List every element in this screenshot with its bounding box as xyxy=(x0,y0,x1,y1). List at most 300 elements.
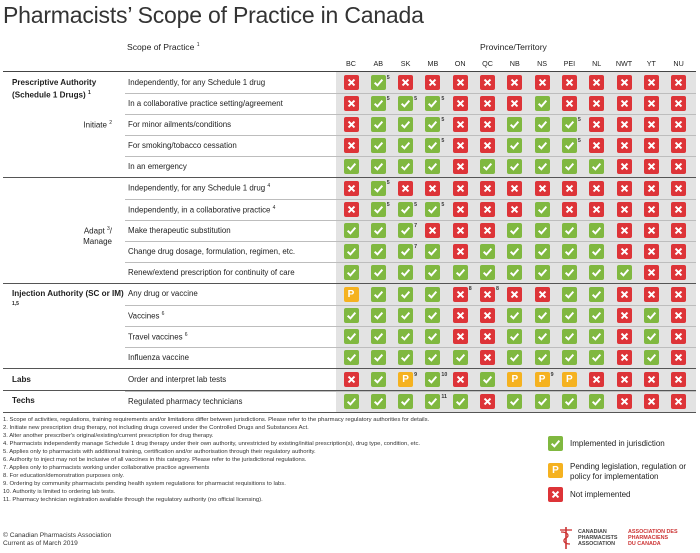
row-label xyxy=(128,226,231,235)
status-cell-implemented-pei xyxy=(562,287,577,302)
category-injection-label: Injection Authority (SC or IM) xyxy=(12,289,124,298)
divider-bottom xyxy=(3,412,696,413)
row-label xyxy=(128,397,242,406)
footnote-8: 8. For education/demonstration purposes only. xyxy=(3,472,125,479)
status-cell-not-implemented-nb xyxy=(507,75,522,90)
status-cell-implemented-sk xyxy=(398,159,413,174)
status-cell-implemented-pei xyxy=(562,329,577,344)
status-cell-pending-sk xyxy=(398,372,413,387)
row-label xyxy=(128,332,188,342)
status-cell-implemented-sk xyxy=(398,138,413,153)
status-cell-not-implemented-on xyxy=(453,329,468,344)
status-cell-not-implemented-nwt xyxy=(617,223,632,238)
status-cell-implemented-bc xyxy=(344,265,359,280)
status-cell-implemented-ns xyxy=(535,350,550,365)
status-cell-implemented-ab xyxy=(371,372,386,387)
status-cell-not-implemented-nl xyxy=(589,138,604,153)
category-prescriptive-label: Prescriptive Authority (Schedule 1 Drugs) xyxy=(12,78,97,100)
status-cell-implemented-sk xyxy=(398,223,413,238)
status-cell-implemented-nb xyxy=(507,394,522,409)
status-cell-not-implemented-qc xyxy=(480,181,495,196)
status-cell-pending-ns xyxy=(535,372,550,387)
logo-en-line2: PHARMACISTS xyxy=(578,535,618,541)
footer xyxy=(3,532,111,548)
row-label-text: Renew/extend prescription for continuity of care xyxy=(128,267,295,277)
footnote-5: 5. Applies only to pharmacists with additional training, certification and/or authorisation through their regulatory authority. xyxy=(3,448,316,455)
status-cell-implemented-mb xyxy=(425,265,440,280)
logo-fr-line2: PHARMACIENS xyxy=(628,535,669,541)
scope-header-note: 1 xyxy=(196,42,200,49)
status-cell-implemented-mb xyxy=(425,287,440,302)
initiate-label: Initiate xyxy=(83,120,107,130)
divider-section-1 xyxy=(3,283,696,284)
status-cell-implemented-qc xyxy=(480,372,495,387)
status-cell-implemented-ab xyxy=(371,202,386,217)
status-cell-not-implemented-on xyxy=(453,308,468,323)
status-cell-implemented-sk xyxy=(398,202,413,217)
footnote-marker: 5 xyxy=(386,95,390,102)
status-cell-implemented-sk xyxy=(398,265,413,280)
status-cell-implemented-nl xyxy=(589,350,604,365)
status-cell-implemented-ns xyxy=(535,394,550,409)
footnote-marker: 5 xyxy=(386,180,390,186)
status-cell-not-implemented-sk xyxy=(398,181,413,196)
status-cell-implemented-nl xyxy=(589,223,604,238)
adapt-note: 3 xyxy=(106,226,110,232)
status-cell-implemented-ns xyxy=(535,202,550,217)
footnote-marker: 9 xyxy=(414,371,418,378)
caduceus-icon xyxy=(556,526,576,550)
status-cell-implemented-mb xyxy=(425,96,440,111)
row-label xyxy=(128,268,295,277)
scope-of-practice-header xyxy=(127,42,200,52)
footnote-3: 3. Alter another prescriber's original/existing/current prescription for drug therapy. xyxy=(3,432,214,439)
legend-pending-symbol: P xyxy=(552,465,559,476)
status-cell-not-implemented-pei xyxy=(562,96,577,111)
legend-implemented-text: Implemented in jurisdiction xyxy=(570,439,665,448)
status-cell-implemented-pei xyxy=(562,350,577,365)
footnote-marker: 5 xyxy=(577,116,581,123)
status-cell-not-implemented-nu xyxy=(671,181,686,196)
status-cell-not-implemented-qc xyxy=(480,96,495,111)
status-cell-not-implemented-bc xyxy=(344,202,359,217)
status-cell-implemented-nl xyxy=(589,329,604,344)
divider-row-8 xyxy=(125,241,696,242)
footnote-marker: 5 xyxy=(414,95,418,102)
status-cell-not-implemented-nl xyxy=(589,75,604,90)
divider-row-6 xyxy=(125,199,696,200)
status-cell-implemented-ns xyxy=(535,244,550,259)
status-cell-not-implemented-nl xyxy=(589,117,604,132)
status-cell-not-implemented-nu xyxy=(671,265,686,280)
status-cell-not-implemented-qc xyxy=(480,202,495,217)
status-cell-not-implemented-nwt xyxy=(617,159,632,174)
status-cell-not-implemented-nwt xyxy=(617,329,632,344)
status-cell-not-implemented-on xyxy=(453,181,468,196)
row-label-note: 6 xyxy=(161,310,165,317)
status-cell-not-implemented-nwt xyxy=(617,96,632,111)
status-cell-pending-nb xyxy=(507,372,522,387)
status-cell-not-implemented-qc xyxy=(480,138,495,153)
status-cell-not-implemented-nu xyxy=(671,287,686,302)
row-label-text: Independently, for any Schedule 1 drug xyxy=(128,77,266,87)
legend-pending-text: Pending legislation, regulation or policy for implementation xyxy=(570,462,687,481)
status-cell-not-implemented-on xyxy=(453,117,468,132)
logo-english xyxy=(578,529,618,547)
jurisdiction-nb: NB xyxy=(509,59,520,68)
status-cell-implemented-mb xyxy=(425,350,440,365)
status-cell-implemented-ab xyxy=(371,138,386,153)
status-cell-not-implemented-on xyxy=(453,75,468,90)
divider-row-11 xyxy=(125,305,696,306)
row-label xyxy=(128,99,283,108)
legend-pending-icon xyxy=(548,463,563,478)
status-cell-implemented-nl xyxy=(589,159,604,174)
status-cell-not-implemented-nwt xyxy=(617,394,632,409)
legend-cross-icon xyxy=(548,487,563,502)
row-label-text: Any drug or vaccine xyxy=(128,289,198,298)
status-cell-implemented-ab xyxy=(371,265,386,280)
status-cell-not-implemented-qc xyxy=(480,75,495,90)
status-cell-implemented-nb xyxy=(507,350,522,365)
status-cell-not-implemented-yt xyxy=(644,75,659,90)
footnote-11: 11. Pharmacy technician registration available through the regulatory authority (no official licensing). xyxy=(3,496,263,503)
status-cell-not-implemented-bc xyxy=(344,96,359,111)
divider-row-7 xyxy=(125,220,696,221)
status-cell-not-implemented-nwt xyxy=(617,117,632,132)
footnote-4: 4. Pharmacists independently manage Schedule 1 drug therapy under their own authority, unrestricted by existing/initial prescription(s), drug type, condition, etc. xyxy=(3,440,421,447)
status-cell-implemented-mb xyxy=(425,138,440,153)
divider-row-2 xyxy=(125,114,696,115)
status-cell-implemented-nb xyxy=(507,159,522,174)
manage-label: / Manage xyxy=(83,226,112,246)
status-cell-implemented-sk xyxy=(398,244,413,259)
status-cell-implemented-ab xyxy=(371,159,386,174)
status-cell-implemented-yt xyxy=(644,350,659,365)
status-cell-not-implemented-nu xyxy=(671,75,686,90)
status-cell-not-implemented-nwt xyxy=(617,181,632,196)
status-cell-implemented-ab xyxy=(371,117,386,132)
divider-row-4 xyxy=(125,156,696,157)
status-cell-not-implemented-nl xyxy=(589,202,604,217)
status-cell-implemented-qc xyxy=(480,265,495,280)
status-cell-not-implemented-yt xyxy=(644,202,659,217)
row-label-note: 4 xyxy=(267,183,271,189)
row-label-text: Travel vaccines xyxy=(128,332,183,342)
footnote-marker: 5 xyxy=(441,116,445,123)
status-cell-not-implemented-nwt xyxy=(617,308,632,323)
jurisdiction-nl: NL xyxy=(592,59,602,68)
pending-symbol: P xyxy=(538,374,546,385)
status-cell-implemented-pei xyxy=(562,223,577,238)
status-cell-not-implemented-mb xyxy=(425,223,440,238)
status-cell-implemented-mb xyxy=(425,202,440,217)
footnote-marker: 5 xyxy=(577,137,581,144)
jurisdiction-ab: AB xyxy=(373,59,384,68)
status-cell-not-implemented-pei xyxy=(562,202,577,217)
status-cell-not-implemented-qc xyxy=(480,350,495,365)
cpha-logo xyxy=(556,524,700,552)
status-cell-implemented-pei xyxy=(562,244,577,259)
jurisdiction-sk: SK xyxy=(400,59,411,68)
status-cell-not-implemented-qc xyxy=(480,287,495,302)
category-injection-note: 1,5 xyxy=(12,301,19,307)
status-cell-implemented-nl xyxy=(589,308,604,323)
status-cell-not-implemented-qc xyxy=(480,394,495,409)
category-prescriptive-note: 1 xyxy=(88,90,91,96)
status-cell-not-implemented-nb xyxy=(507,202,522,217)
status-cell-implemented-ab xyxy=(371,394,386,409)
footnote-marker: 11 xyxy=(441,393,447,400)
status-cell-implemented-mb xyxy=(425,329,440,344)
status-cell-implemented-ns xyxy=(535,138,550,153)
status-cell-not-implemented-nwt xyxy=(617,75,632,90)
logo-en-line1: CANADIAN xyxy=(578,529,607,535)
divider-row-12 xyxy=(125,326,696,327)
status-cell-not-implemented-bc xyxy=(344,181,359,196)
category-injection xyxy=(12,289,127,312)
status-cell-not-implemented-on xyxy=(453,96,468,111)
category-prescriptive xyxy=(12,78,127,101)
status-cell-implemented-nb xyxy=(507,308,522,323)
status-cell-not-implemented-mb xyxy=(425,75,440,90)
footnote-10: 10. Authority is limited to ordering lab tests. xyxy=(3,488,116,495)
status-cell-implemented-nb xyxy=(507,223,522,238)
category-techs: Techs xyxy=(12,396,35,405)
status-cell-not-implemented-yt xyxy=(644,181,659,196)
status-cell-implemented-bc xyxy=(344,329,359,344)
status-cell-implemented-sk xyxy=(398,329,413,344)
pending-symbol: P xyxy=(402,374,409,385)
status-cell-not-implemented-bc xyxy=(344,372,359,387)
divider-row-9 xyxy=(125,262,696,263)
status-cell-implemented-nl xyxy=(589,265,604,280)
status-cell-not-implemented-nwt xyxy=(617,287,632,302)
status-cell-implemented-ab xyxy=(371,350,386,365)
footnote-marker: 7 xyxy=(414,222,418,229)
status-cell-implemented-mb xyxy=(425,372,440,387)
row-label-text: In an emergency xyxy=(128,161,187,171)
status-cell-implemented-bc xyxy=(344,244,359,259)
pending-symbol: P xyxy=(347,288,355,300)
row-label-text: Regulated pharmacy technicians xyxy=(128,396,243,406)
initiate-note: 2 xyxy=(109,120,112,126)
pending-symbol: P xyxy=(511,374,519,385)
status-cell-not-implemented-mb xyxy=(425,181,440,196)
row-label-text: For minor ailments/conditions xyxy=(128,119,232,129)
footnote-marker: 5 xyxy=(441,137,445,144)
status-cell-not-implemented-yt xyxy=(644,223,659,238)
status-cell-not-implemented-yt xyxy=(644,265,659,280)
footnote-7: 7. Applies only to pharmacists working under collaborative practice agreements xyxy=(3,464,210,471)
row-label xyxy=(128,289,198,298)
status-cell-implemented-nb xyxy=(507,265,522,280)
footnote-marker: 8 xyxy=(496,286,499,292)
footnote-marker: 5 xyxy=(441,95,445,102)
status-cell-not-implemented-nu xyxy=(671,394,686,409)
row-label xyxy=(128,247,295,256)
row-label xyxy=(128,375,226,384)
logo-french xyxy=(628,529,678,547)
status-cell-not-implemented-nwt xyxy=(617,138,632,153)
divider-row-3 xyxy=(125,135,696,136)
status-cell-not-implemented-pei xyxy=(562,75,577,90)
status-cell-implemented-yt xyxy=(644,329,659,344)
status-cell-implemented-bc xyxy=(344,350,359,365)
footnote-2: 2. Initiate new prescription drug therapy, not including drugs covered under the Controlled Drugs and Substances Act. xyxy=(3,424,309,431)
status-cell-not-implemented-nu xyxy=(671,96,686,111)
status-cell-not-implemented-nl xyxy=(589,372,604,387)
status-cell-not-implemented-qc xyxy=(480,308,495,323)
status-cell-not-implemented-ns xyxy=(535,75,550,90)
status-cell-implemented-bc xyxy=(344,159,359,174)
status-cell-not-implemented-yt xyxy=(644,117,659,132)
pending-symbol: P xyxy=(566,374,573,385)
status-cell-not-implemented-on xyxy=(453,159,468,174)
row-label xyxy=(128,353,189,362)
status-cell-implemented-nl xyxy=(589,394,604,409)
status-cell-implemented-pei xyxy=(562,138,577,153)
status-cell-not-implemented-bc xyxy=(344,117,359,132)
status-cell-implemented-on xyxy=(453,350,468,365)
status-cell-implemented-nwt xyxy=(617,265,632,280)
status-cell-implemented-mb xyxy=(425,159,440,174)
status-cell-implemented-pei xyxy=(562,394,577,409)
status-cell-implemented-nl xyxy=(589,244,604,259)
divider-top xyxy=(3,71,696,72)
status-cell-not-implemented-yt xyxy=(644,138,659,153)
logo-fr-line3: DU CANADA xyxy=(628,541,661,547)
status-cell-pending-pei xyxy=(562,372,577,387)
status-cell-not-implemented-nl xyxy=(589,96,604,111)
status-cell-implemented-mb xyxy=(425,308,440,323)
footnotes xyxy=(3,417,429,504)
footnote-marker: 5 xyxy=(386,201,390,208)
status-cell-implemented-ab xyxy=(371,244,386,259)
divider-row-1 xyxy=(125,93,696,94)
status-cell-implemented-ab xyxy=(371,181,386,196)
row-label-note: 6 xyxy=(184,331,188,338)
footnote-marker: 9 xyxy=(550,371,554,378)
status-cell-implemented-on xyxy=(453,394,468,409)
status-cell-not-implemented-qc xyxy=(480,329,495,344)
subcategory-adapt-manage xyxy=(60,224,112,247)
copyright-text: © Canadian Pharmacists Association xyxy=(3,532,112,539)
status-cell-implemented-ns xyxy=(535,96,550,111)
status-cell-not-implemented-yt xyxy=(644,244,659,259)
status-cell-implemented-on xyxy=(453,265,468,280)
row-label-text: Vaccines xyxy=(128,311,160,321)
row-label xyxy=(128,120,231,129)
status-cell-implemented-sk xyxy=(398,308,413,323)
status-cell-implemented-ab xyxy=(371,96,386,111)
status-cell-not-implemented-yt xyxy=(644,372,659,387)
jurisdiction-mb: MB xyxy=(427,59,439,68)
divider-section-2 xyxy=(3,368,696,369)
status-cell-not-implemented-bc xyxy=(344,138,359,153)
row-label xyxy=(128,162,187,171)
row-label-text: In a collaborative practice setting/agreement xyxy=(128,98,283,108)
divider-row-15 xyxy=(125,391,696,392)
status-cell-not-implemented-nb xyxy=(507,287,522,302)
status-cell-not-implemented-yt xyxy=(644,159,659,174)
status-cell-pending-bc xyxy=(344,287,359,302)
status-cell-implemented-ns xyxy=(535,159,550,174)
status-cell-not-implemented-nu xyxy=(671,308,686,323)
category-labs: Labs xyxy=(12,375,31,384)
row-label-text: For smoking/tobacco cessation xyxy=(128,140,237,150)
status-cell-not-implemented-nwt xyxy=(617,202,632,217)
status-cell-implemented-ab xyxy=(371,308,386,323)
status-cell-not-implemented-nu xyxy=(671,372,686,387)
status-cell-implemented-qc xyxy=(480,159,495,174)
row-label-text: Order and interpret lab tests xyxy=(128,374,227,384)
status-cell-implemented-nb xyxy=(507,117,522,132)
status-cell-not-implemented-on xyxy=(453,138,468,153)
status-cell-implemented-bc xyxy=(344,308,359,323)
jurisdiction-nwt: NWT xyxy=(615,59,633,68)
status-cell-implemented-qc xyxy=(480,244,495,259)
status-cell-not-implemented-yt xyxy=(644,96,659,111)
status-cell-implemented-ns xyxy=(535,308,550,323)
footnote-marker: 5 xyxy=(441,201,445,208)
province-territory-header: Province/Territory xyxy=(480,42,547,52)
logo-en-line3: ASSOCIATION xyxy=(578,541,616,547)
status-cell-implemented-mb xyxy=(425,117,440,132)
status-cell-implemented-sk xyxy=(398,96,413,111)
status-cell-implemented-ab xyxy=(371,223,386,238)
row-label-text: Make therapeutic substitution xyxy=(128,225,231,235)
status-cell-not-implemented-on xyxy=(453,372,468,387)
status-cell-implemented-nb xyxy=(507,329,522,344)
status-cell-implemented-pei xyxy=(562,117,577,132)
status-cell-not-implemented-ns xyxy=(535,287,550,302)
status-cell-not-implemented-yt xyxy=(644,394,659,409)
status-cell-implemented-pei xyxy=(562,265,577,280)
status-cell-implemented-sk xyxy=(398,394,413,409)
status-cell-not-implemented-on xyxy=(453,244,468,259)
row-label-text: Independently, in a collaborative practice xyxy=(128,205,271,215)
status-cell-implemented-ns xyxy=(535,265,550,280)
status-cell-not-implemented-pei xyxy=(562,181,577,196)
status-cell-not-implemented-nu xyxy=(671,202,686,217)
status-cell-not-implemented-sk xyxy=(398,75,413,90)
status-cell-implemented-bc xyxy=(344,394,359,409)
status-cell-implemented-yt xyxy=(644,308,659,323)
legend-not-implemented-text: Not implemented xyxy=(570,490,631,499)
footnote-marker: 5 xyxy=(386,74,390,81)
scope-header-text: Scope of Practice xyxy=(127,42,195,52)
jurisdiction-bc: BC xyxy=(346,59,356,68)
jurisdiction-nu: NU xyxy=(673,59,684,68)
page-title: Pharmacists’ Scope of Practice in Canada xyxy=(3,2,424,28)
status-cell-not-implemented-nu xyxy=(671,223,686,238)
footnote-marker: 7 xyxy=(414,243,418,250)
row-label xyxy=(128,205,275,215)
row-label-text: Independently, for any Schedule 1 drug xyxy=(128,183,266,193)
footnote-marker: 8 xyxy=(468,286,472,292)
jurisdiction-yt: YT xyxy=(646,59,656,68)
footnote-6: 6. Authority to inject may not be inclusive of all vaccines in this category. Please refer to the jurisdictional regulations. xyxy=(3,456,307,463)
status-cell-not-implemented-nu xyxy=(671,350,686,365)
jurisdiction-qc: QC xyxy=(482,59,493,68)
status-cell-implemented-nb xyxy=(507,138,522,153)
status-cell-implemented-ab xyxy=(371,329,386,344)
status-cell-not-implemented-nu xyxy=(671,329,686,344)
current-date-text: Current as of March 2019 xyxy=(3,540,78,547)
status-cell-not-implemented-on xyxy=(453,223,468,238)
status-cell-not-implemented-nu xyxy=(671,159,686,174)
